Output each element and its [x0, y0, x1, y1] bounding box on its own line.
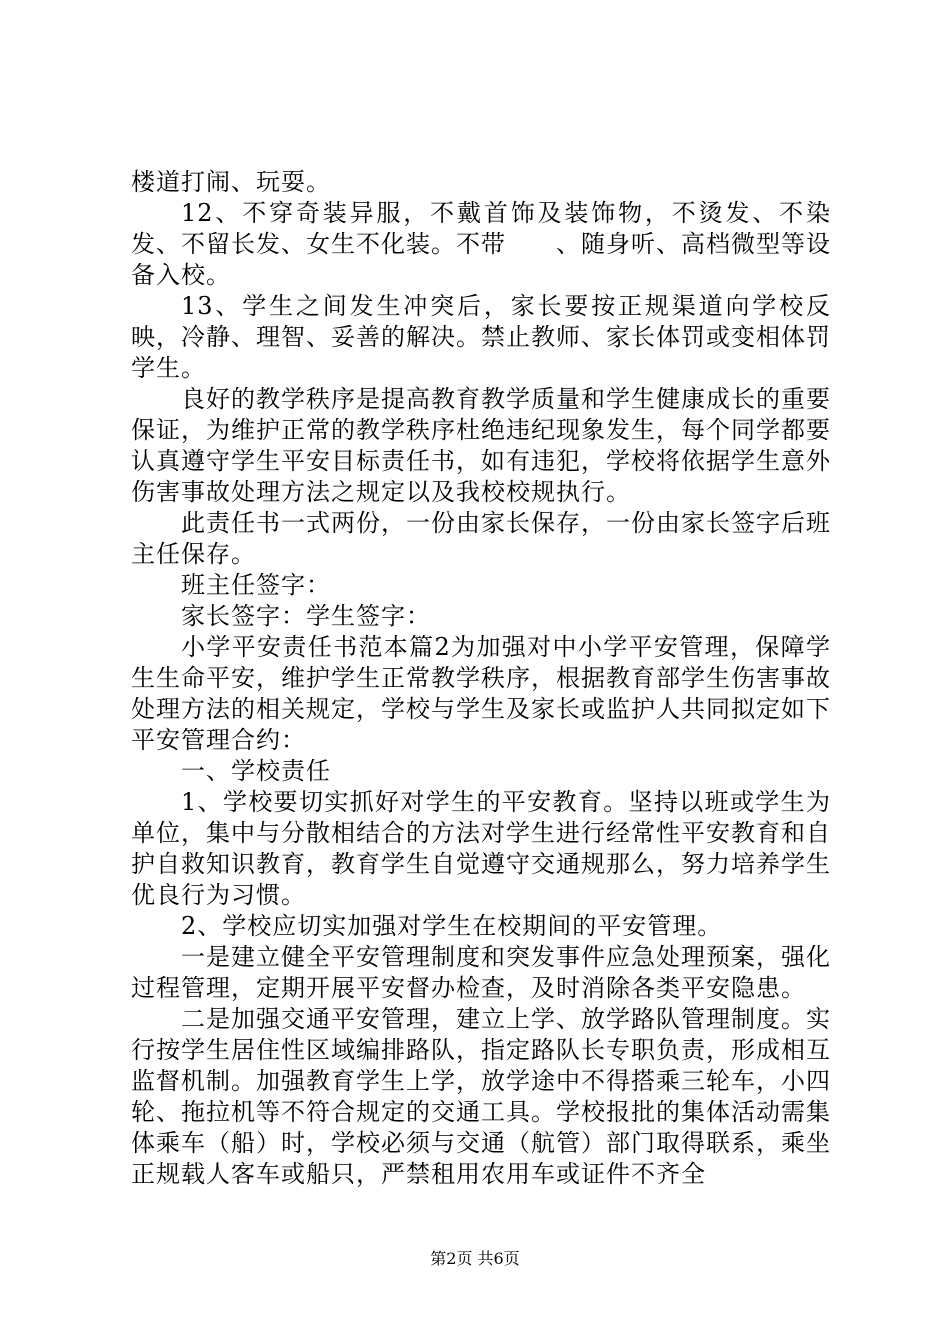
paragraph: 良好的教学秩序是提高教育教学质量和学生健康成长的重要保证，为维护正常的教学秩序杜绝违纪现象发生，每个同学都要认真遵守学生平安目标责任书，如有违犯，学校将依据学生意外伤害事故处理方法之规定以及我校校规执行。	[131, 385, 831, 506]
paragraph: 楼道打闹、玩耍。	[131, 168, 331, 196]
section-heading: 一、学校责任	[181, 757, 331, 785]
paragraph: 一是建立健全平安管理制度和突发事件应急处理预案，强化过程管理，定期开展平安督办检查，及时消除各类平安隐患。	[131, 943, 831, 1002]
paragraph: 班主任签字：	[181, 571, 331, 599]
paragraph: 2、学校应切实加强对学生在校期间的平安管理。	[181, 912, 723, 940]
paragraph: 1、学校要切实抓好对学生的平安教育。坚持以班或学生为单位，集中与分散相结合的方法对学生进行经常性平安教育和自护自救知识教育，教育学生自觉遵守交通规那么，努力培养学生优良行为习惯。	[131, 788, 831, 909]
document-body	[131, 167, 831, 1190]
paragraph: 13、学生之间发生冲突后，家长要按正规渠道向学校反映，冷静、理智、妥善的解决。禁止教师、家长体罚或变相体罚学生。	[131, 292, 831, 382]
paragraph: 12、不穿奇装异服，不戴首饰及装饰物，不烫发、不染发、不留长发、女生不化装。不带 、随身听、高档微型等设备入校。	[131, 199, 831, 289]
paragraph: 二是加强交通平安管理，建立上学、放学路队管理制度。实行按学生居住性区域编排路队，指定路队长专职负责，形成相互监督机制。加强教育学生上学，放学途中不得搭乘三轮车，小四轮、拖拉机等不符合规定的交通工具。学校报批的集体活动需集体乘车（船）时，学校必须与交通（航管）部门取得联系，乘坐正规载人客车或船只，严禁租用农用车或证件不齐全	[131, 1005, 831, 1188]
paragraph: 家长签字：学生签字：	[181, 602, 431, 630]
paragraph: 此责任书一式两份，一份由家长保存，一份由家长签字后班主任保存。	[131, 509, 831, 568]
page-number-footer: 第2页 共6页	[430, 1249, 520, 1268]
paragraph: 小学平安责任书范本篇2为加强对中小学平安管理，保障学生生命平安，维护学生正常教学秩序，根据教育部学生伤害事故处理方法的相关规定，学校与学生及家长或监护人共同拟定如下平安管理合约：	[131, 633, 831, 754]
